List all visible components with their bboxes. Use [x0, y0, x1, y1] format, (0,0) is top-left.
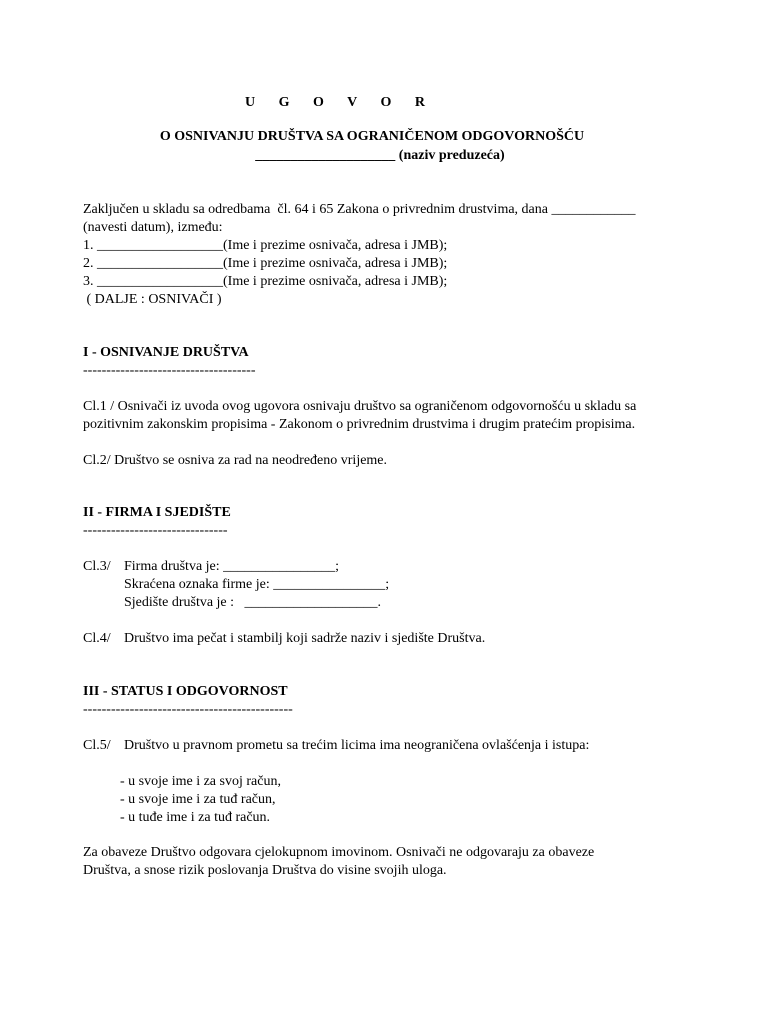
section-rule: -------------------------------------: [83, 363, 256, 378]
document-subtitle: O OSNIVANJU DRUŠTVA SA OGRANIČENOM ODGOVORNOŠĆU: [159, 129, 585, 144]
article-3-line: Skraćena oznaka firme je: ________________;: [124, 577, 390, 592]
article-4-text: Društvo ima pečat i stambilj koji sadrže naziv i sjedište Društva.: [124, 631, 486, 646]
article-4-label: Cl.4/: [83, 631, 111, 646]
founder-line-2: 2. __________________(Ime i prezime osnivača, adresa i JMB);: [83, 256, 448, 271]
closing-line: Društva, a snose rizik poslovanja Društva do visine svojih uloga.: [83, 863, 447, 878]
article-1-line: pozitivnim zakonskim propisima - Zakonom o privrednim drustvima i drugim pratećim propisima.: [83, 417, 636, 432]
intro-line: (navesti datum), između:: [83, 220, 223, 235]
founder-line-1: 1. __________________(Ime i prezime osnivača, adresa i JMB);: [83, 238, 448, 253]
article-3-line: Firma društva je: ________________;: [124, 559, 340, 574]
company-name-line: ____________________ (naziv preduzeća): [255, 148, 505, 163]
section-heading-3: III - STATUS I ODGOVORNOST: [83, 684, 288, 699]
list-item: - u tuđe ime i za tuđ račun.: [120, 810, 271, 825]
article-3-line: Sjedište društva je : ___________________.: [124, 595, 382, 610]
intro-line: Zaključen u skladu sa odredbama čl. 64 i 65 Zakona o privrednim drustvima, dana ____________: [83, 202, 636, 217]
section-heading-2: II - FIRMA I SJEDIŠTE: [83, 505, 231, 520]
closing-line: Za obaveze Društvo odgovara cjelokupnom imovinom. Osnivači ne odgovaraju za obaveze: [83, 845, 595, 860]
article-1-line: Cl.1 / Osnivači iz uvoda ovog ugovora osnivaju društvo sa ograničenom odgovornošću u skladu sa: [83, 399, 637, 414]
article-5-text: Društvo u pravnom prometu sa trećim licima ima neograničena ovlašćenja i istupa:: [124, 738, 590, 753]
founder-line-3: 3. __________________(Ime i prezime osnivača, adresa i JMB);: [83, 274, 448, 289]
article-2: Cl.2/ Društvo se osniva za rad na neodređeno vrijeme.: [83, 453, 388, 468]
document-title: U G O V O R: [245, 95, 435, 110]
list-item: - u svoje ime i za svoj račun,: [120, 774, 281, 789]
article-5-label: Cl.5/: [83, 738, 111, 753]
article-3-label: Cl.3/: [83, 559, 111, 574]
section-rule: ---------------------------------------------: [83, 702, 293, 717]
section-rule: -------------------------------: [83, 523, 228, 538]
founders-note: ( DALJE : OSNIVAČI ): [83, 292, 222, 307]
list-item: - u svoje ime i za tuđ račun,: [120, 792, 276, 807]
section-heading-1: I - OSNIVANJE DRUŠTVA: [83, 345, 249, 360]
